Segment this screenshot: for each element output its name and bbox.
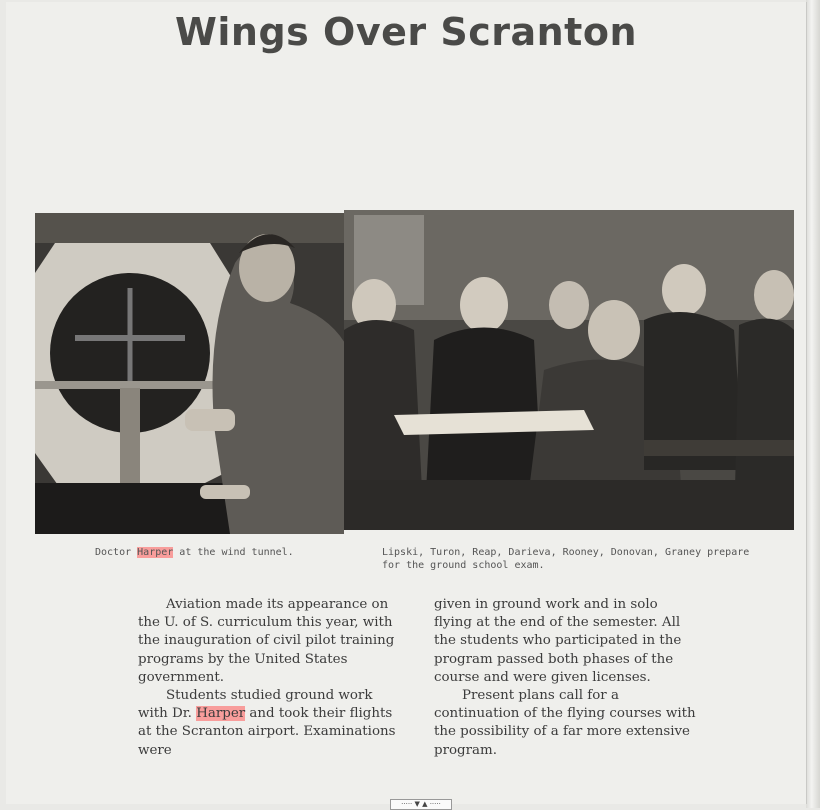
paragraph-students: Students studied ground work with Dr. Harper and took their flights at the Scranton airport. Examinations were: [138, 688, 396, 758]
highlight-harper-body: Harper: [196, 706, 246, 722]
paragraph-given: given in ground work and in solo flying at the end of the semester. All the students who participated in the program passed both phases of the course and were given licenses.: [434, 597, 682, 685]
highlight-harper: Harper: [137, 547, 174, 558]
paragraph-aviation: Aviation made its appearance on the U. of S. curriculum this year, with the inauguration of civil pilot training programs by the United States government.: [138, 597, 395, 685]
photo-wind-tunnel: [35, 213, 344, 534]
paragraph-plans: Present plans call for a continuation of the flying courses with the possibility of a far more extensive program.: [434, 688, 696, 758]
photo-ground-school: [344, 210, 794, 530]
column-right: [434, 596, 698, 760]
page-title: Wings Over Scranton: [174, 10, 637, 54]
page-nav-control[interactable]: ····· ▼ ▲ ·····: [390, 799, 452, 810]
caption-ground-school: Lipski, Turon, Reap, Darieva, Rooney, Donovan, Graney prepare for the ground school exam.: [382, 547, 750, 571]
book-spine: [806, 0, 820, 808]
column-left: [138, 596, 400, 760]
caption-wind-tunnel: Doctor Harper at the wind tunnel.: [95, 547, 294, 558]
